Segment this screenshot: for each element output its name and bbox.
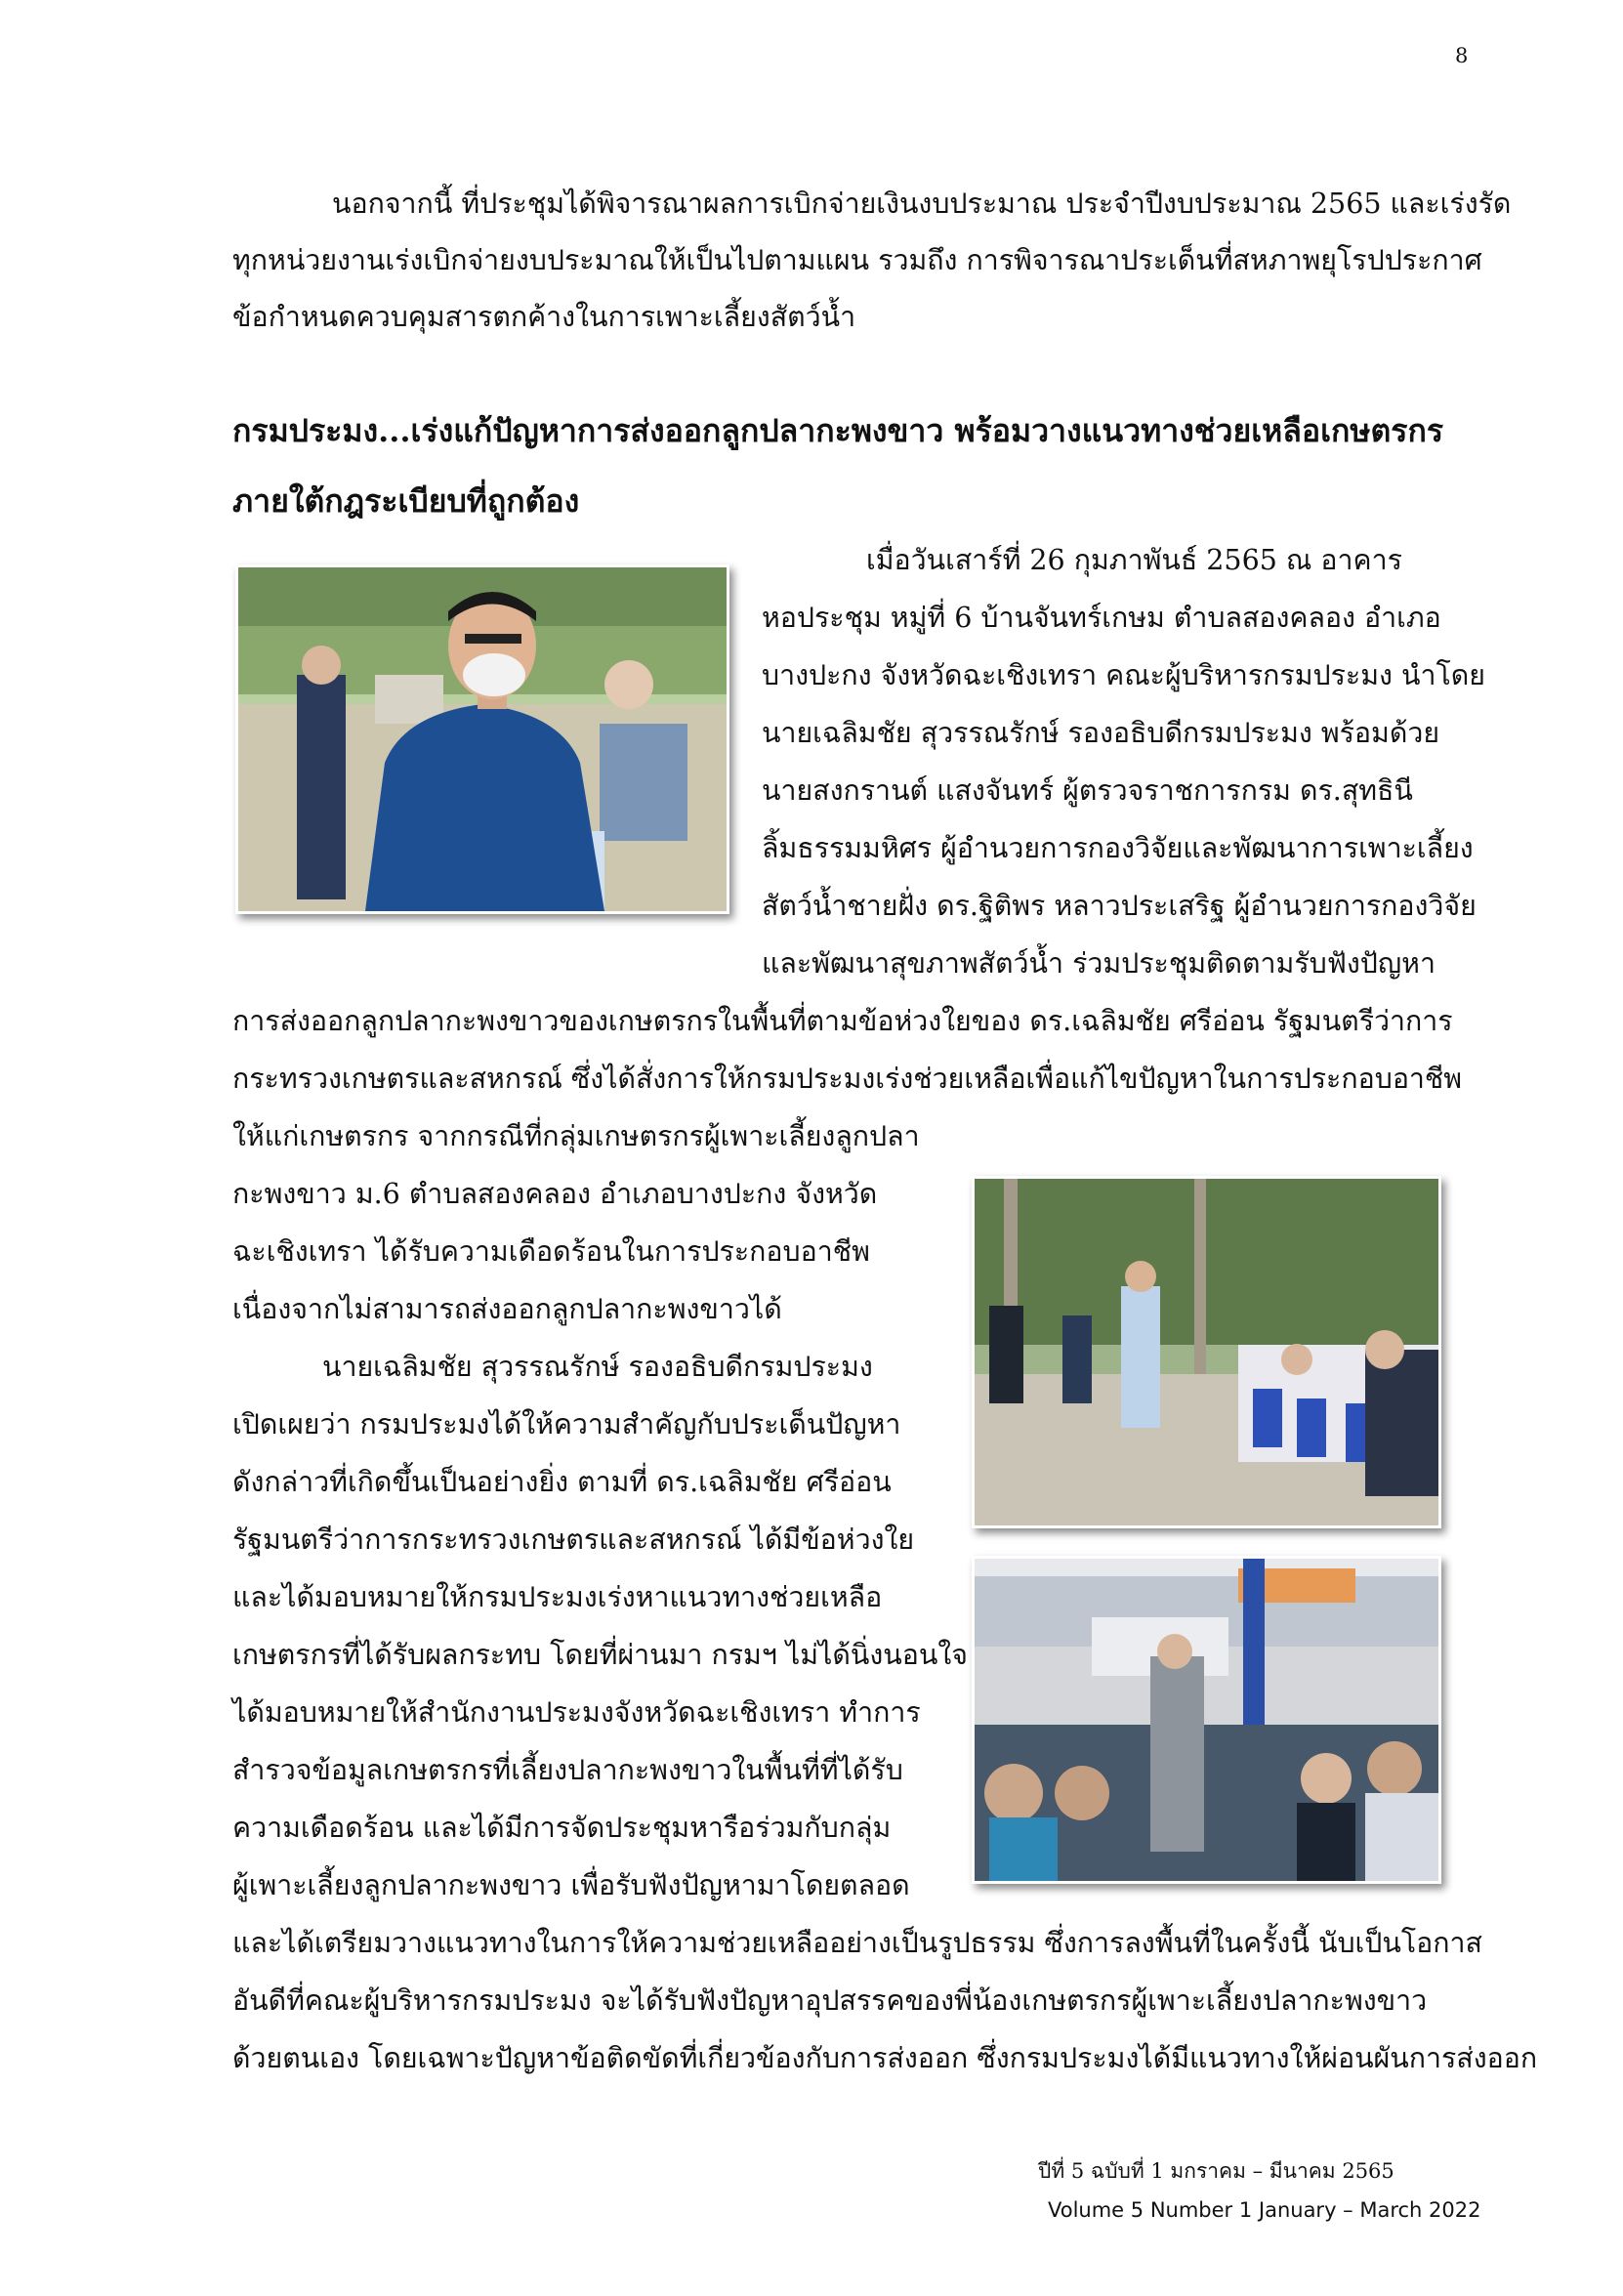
para2-line: เปิดเผยว่า กรมประมงได้ให้ความสำคัญกับประเด็นปัญหา (232, 1408, 901, 1440)
footer-issue-english: Volume 5 Number 1 January – March 2022 (1048, 2198, 1481, 2222)
intro-line: นอกจากนี้ ที่ประชุมได้พิจารณาผลการเบิกจ่ายเงินงบประมาณ ประจำปีงบประมาณ 2565 และเร่งรัด (332, 188, 1512, 220)
photo-meeting-audience-image (975, 1559, 1438, 1881)
article-heading: ภายใต้กฎระเบียบที่ถูกต้อง (232, 482, 580, 520)
para2-line: และได้มอบหมายให้กรมประมงเร่งหาแนวทางช่วยเหลือ (232, 1581, 883, 1613)
para2-line: ความเดือดร้อน และได้มีการจัดประชุมหารือร่วมกับกลุ่ม (232, 1812, 892, 1844)
para1-line: หอประชุม หมู่ที่ 6 บ้านจันทร์เกษม ตำบลสองคลอง อำเภอ (762, 602, 1441, 634)
para2-line: รัฐมนตรีว่าการกระทรวงเกษตรและสหกรณ์ ได้มีข้อห่วงใย (232, 1524, 915, 1556)
photo-meeting-outdoor (972, 1176, 1441, 1528)
para2-line: สำรวจข้อมูลเกษตรกรที่เลี้ยงปลากะพงขาวในพื้นที่ที่ได้รับ (232, 1754, 903, 1786)
photo-official-image (238, 567, 727, 911)
para2-line: เกษตรกรที่ได้รับผลกระทบ โดยที่ผ่านมา กรมฯ ไม่ได้นิ่งนอนใจ (232, 1639, 968, 1671)
para2-line: ได้มอบหมายให้สำนักงานประมงจังหวัดฉะเชิงเทรา ทำการ (232, 1696, 921, 1729)
para1-line: บางปะกง จังหวัดฉะเชิงเทรา คณะผู้บริหารกรมประมง นำโดย (762, 659, 1485, 691)
para1-line: สัตว์น้ำชายฝั่ง ดร.ฐิติพร หลาวประเสริฐ ผู้อำนวยการกองวิจัย (762, 890, 1477, 922)
intro-line: ข้อกำหนดควบคุมสารตกค้างในการเพาะเลี้ยงสัตว์น้ำ (232, 301, 856, 333)
para1-line: กระทรวงเกษตรและสหกรณ์ ซึ่งได้สั่งการให้กรมประมงเร่งช่วยเหลือเพื่อแก้ไขปัญหาในการประกอบอาชีพ (232, 1063, 1463, 1095)
para2-line: ดังกล่าวที่เกิดขึ้นเป็นอย่างยิ่ง ตามที่ ดร.เฉลิมชัย ศรีอ่อน (232, 1466, 892, 1498)
intro-line: ทุกหน่วยงานเร่งเบิกจ่ายงบประมาณให้เป็นไปตามแผน รวมถึง การพิจารณาประเด็นที่สหภาพยุโรปประกาศ (232, 244, 1482, 276)
para1-line: ฉะเชิงเทรา ได้รับความเดือดร้อนในการประกอบอาชีพ (232, 1235, 870, 1268)
para2-line: ด้วยตนเอง โดยเฉพาะปัญหาข้อติดขัดที่เกี่ยวข้องกับการส่งออก ซึ่งกรมประมงได้มีแนวทางให้ผ่อนผันการส่งออก (232, 2042, 1538, 2074)
para2-line: อันดีที่คณะผู้บริหารกรมประมง จะได้รับฟังปัญหาอุปสรรคของพี่น้องเกษตรกรผู้เพาะเลี้ยงปลากะพงขาว (232, 1984, 1428, 2017)
para1-line: การส่งออกลูกปลากะพงขาวของเกษตรกรในพื้นที่ตามข้อห่วงใยของ ดร.เฉลิมชัย ศรีอ่อน รัฐมนตรีว่าการ (232, 1005, 1453, 1037)
para1-line: ลิ้มธรรมมหิศร ผู้อำนวยการกองวิจัยและพัฒนาการเพาะเลี้ยง (762, 832, 1474, 864)
para1-line: กะพงขาว ม.6 ตำบลสองคลอง อำเภอบางปะกง จังหวัด (232, 1178, 878, 1210)
para2-line: และได้เตรียมวางแนวทางในการให้ความช่วยเหลืออย่างเป็นรูปธรรม ซึ่งการลงพื้นที่ในครั้งนี้ นับเป็นโอกาส (232, 1927, 1482, 1959)
photo-meeting-outdoor-image (975, 1179, 1438, 1525)
para1-line: นายสงกรานต์ แสงจันทร์ ผู้ตรวจราชการกรม ดร.สุทธินี (762, 774, 1413, 807)
para1-line: เนื่องจากไม่สามารถส่งออกลูกปลากะพงขาวได้ (232, 1293, 782, 1325)
article-heading: กรมประมง...เร่งแก้ปัญหาการส่งออกลูกปลากะพงขาว พร้อมวางแนวทางช่วยเหลือเกษตรกร (232, 412, 1444, 449)
para2-line: ผู้เพาะเลี้ยงลูกปลากะพงขาว เพื่อรับฟังปัญหามาโดยตลอด (232, 1869, 910, 1901)
para1-line: ให้แก่เกษตรกร จากกรณีที่กลุ่มเกษตรกรผู้เพาะเลี้ยงลูกปลา (232, 1120, 920, 1152)
footer-issue-thai: ปีที่ 5 ฉบับที่ 1 มกราคม – มีนาคม 2565 (1038, 2159, 1394, 2183)
photo-official (235, 564, 729, 914)
photo-meeting-audience (972, 1556, 1441, 1884)
para1-line: และพัฒนาสุขภาพสัตว์น้ำ ร่วมประชุมติดตามรับฟังปัญหา (762, 947, 1436, 980)
para2-line: นายเฉลิมชัย สุวรรณรักษ์ รองอธิบดีกรมประมง (322, 1351, 873, 1383)
para1-line: เมื่อวันเสาร์ที่ 26 กุมภาพันธ์ 2565 ณ อาคาร (866, 544, 1402, 576)
page-number: 8 (1455, 44, 1469, 67)
para1-line: นายเฉลิมชัย สุวรรณรักษ์ รองอธิบดีกรมประมง พร้อมด้วย (762, 717, 1440, 749)
